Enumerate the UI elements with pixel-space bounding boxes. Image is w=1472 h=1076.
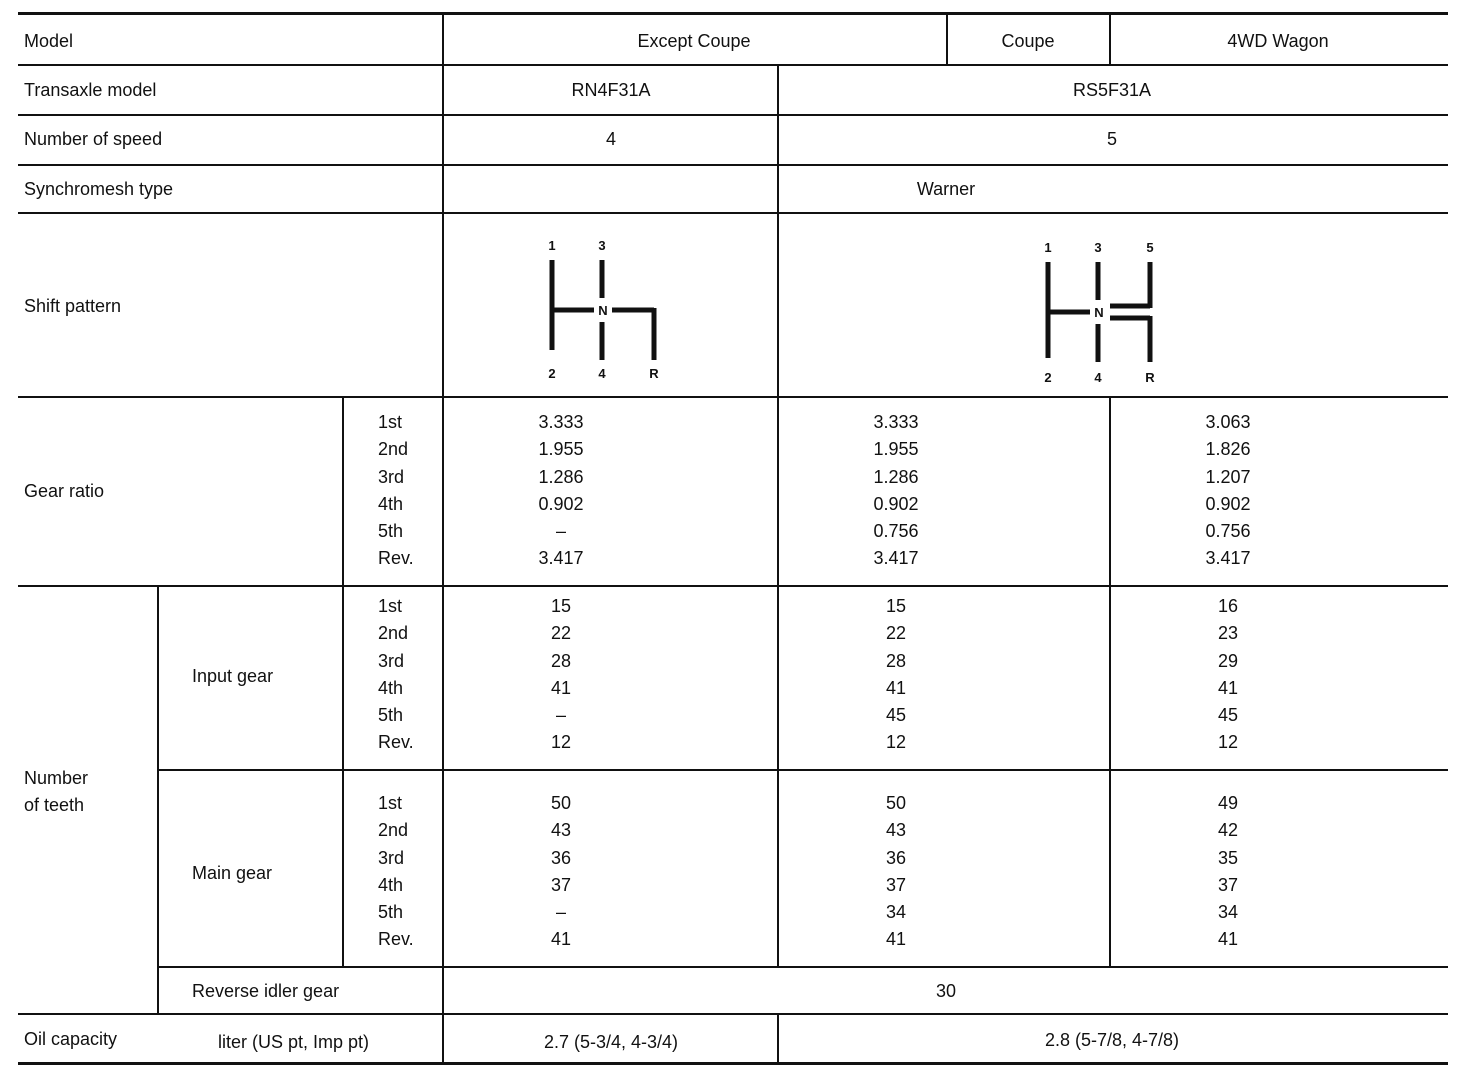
input-gear-gears: 1st 2nd 3rd 4th 5th Rev. (378, 596, 414, 753)
input-gear-a: 15 22 28 41 – 12 (550, 596, 572, 753)
five-speed-rev: R (1145, 370, 1155, 385)
synchromesh-label: Synchromesh type (24, 179, 174, 199)
main-gear-b: 50 43 36 37 34 41 (885, 793, 907, 950)
gear-ratio-a: 3.333 1.955 1.286 0.902 – 3.417 (538, 412, 584, 569)
coupe-header: Coupe (1001, 31, 1055, 51)
model-label: Model (24, 31, 74, 51)
main-gear-c: 49 42 35 37 34 41 (1217, 793, 1239, 950)
five-speed-g4: 4 (1094, 370, 1102, 385)
reverse-idler-label: Reverse idler gear (192, 981, 340, 1001)
five-speed-neutral: N (1094, 305, 1104, 320)
transaxle-label: Transaxle model (24, 80, 157, 100)
four-speed-neutral: N (598, 303, 608, 318)
five-speed-g2: 2 (1044, 370, 1052, 385)
main-gear-gears: 1st 2nd 3rd 4th 5th Rev. (378, 793, 414, 950)
oil-capacity-a: 2.7 (5-3/4, 4-3/4) (543, 1032, 679, 1052)
transaxle-a: RN4F31A (571, 80, 651, 100)
input-gear-label: Input gear (192, 666, 274, 686)
four-speed-g2: 2 (548, 366, 556, 381)
teeth-label: Number of teeth (24, 768, 89, 815)
input-gear-b: 15 22 28 41 45 12 (885, 596, 907, 753)
five-speed-g3: 3 (1094, 240, 1102, 255)
oil-capacity-unit: liter (US pt, Imp pt) (218, 1032, 370, 1052)
four-speed-g4: 4 (598, 366, 606, 381)
synchromesh-value: Warner (916, 179, 976, 199)
wagon-header: 4WD Wagon (1227, 31, 1329, 51)
gear-ratio-label: Gear ratio (24, 481, 105, 501)
transaxle-b: RS5F31A (1072, 80, 1152, 100)
four-speed-shift-diagram-icon (530, 230, 680, 390)
oil-capacity-b: 2.8 (5-7/8, 4-7/8) (1044, 1030, 1180, 1050)
speed-label: Number of speed (24, 129, 163, 149)
gear-ratio-gears: 1st 2nd 3rd 4th 5th Rev. (378, 412, 414, 569)
reverse-idler-value: 30 (935, 981, 957, 1001)
five-speed-g1: 1 (1044, 240, 1052, 255)
shift-pattern-label: Shift pattern (24, 296, 122, 316)
gear-ratio-b: 3.333 1.955 1.286 0.902 0.756 3.417 (873, 412, 919, 569)
five-speed-shift-diagram-icon (1026, 232, 1176, 392)
five-speed-g5: 5 (1146, 240, 1154, 255)
four-speed-g1: 1 (548, 238, 556, 253)
gear-ratio-c: 3.063 1.826 1.207 0.902 0.756 3.417 (1205, 412, 1251, 569)
four-speed-rev: R (649, 366, 659, 381)
main-gear-label: Main gear (192, 863, 273, 883)
speed-b: 5 (1106, 129, 1118, 149)
four-speed-g3: 3 (598, 238, 606, 253)
main-gear-a: 50 43 36 37 – 41 (550, 793, 572, 950)
oil-capacity-label: Oil capacity (24, 1029, 118, 1049)
speed-a: 4 (605, 129, 617, 149)
input-gear-c: 16 23 29 41 45 12 (1217, 596, 1239, 753)
except-coupe-header: Except Coupe (637, 31, 751, 51)
